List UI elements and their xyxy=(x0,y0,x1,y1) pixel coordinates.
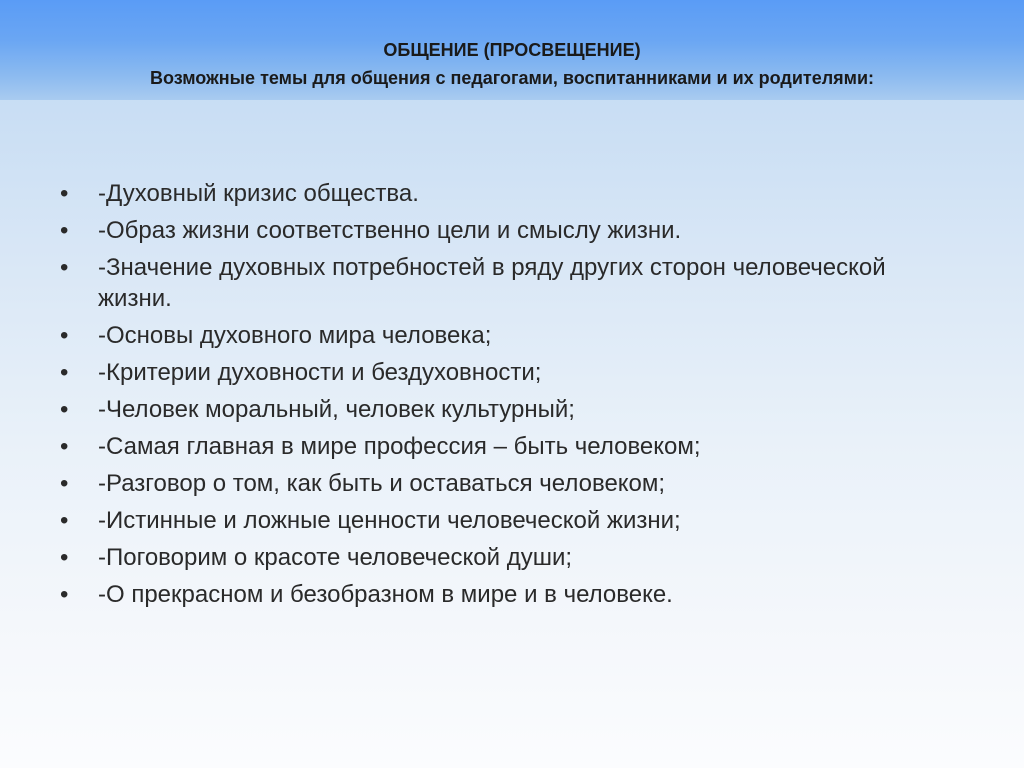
topic-text: -О прекрасном и безобразном в мире и в человеке. xyxy=(98,581,673,608)
topic-item xyxy=(56,252,916,314)
bullet-icon: • xyxy=(60,359,69,386)
topic-text: -Значение духовных потребностей в ряду других сторон человеческой жизни. xyxy=(98,254,886,312)
bullet-icon: • xyxy=(60,396,69,423)
bullet-icon: • xyxy=(60,217,69,244)
topic-item xyxy=(56,431,916,462)
topic-item xyxy=(56,542,916,573)
topic-text: -Истинные и ложные ценности человеческой жизни; xyxy=(98,507,681,534)
bullet-icon: • xyxy=(60,433,69,460)
slide-subtitle: Возможные темы для общения с педагогами, воспитанниками и их родителями: xyxy=(149,68,875,88)
bullet-icon: • xyxy=(60,507,69,534)
topic-item xyxy=(56,178,916,209)
topic-item xyxy=(56,357,916,388)
topics-list xyxy=(56,178,916,616)
topic-item xyxy=(56,579,916,610)
topic-item xyxy=(56,320,916,351)
topic-text: -Разговор о том, как быть и оставаться человеком; xyxy=(98,470,666,497)
topic-text: -Самая главная в мире профессия – быть человеком; xyxy=(98,433,701,460)
bullet-icon: • xyxy=(60,254,69,281)
topic-text: -Образ жизни соответственно цели и смыслу жизни. xyxy=(98,217,682,244)
topic-item xyxy=(56,505,916,536)
topic-text: -Человек моральный, человек культурный; xyxy=(98,396,575,423)
topic-text: -Поговорим о красоте человеческой души; xyxy=(98,544,573,571)
topic-text: -Критерии духовности и бездуховности; xyxy=(98,359,542,386)
slide-title: ОБЩЕНИЕ (ПРОСВЕЩЕНИЕ) xyxy=(383,40,641,60)
topic-text: -Основы духовного мира человека; xyxy=(98,322,492,349)
bullet-icon: • xyxy=(60,180,69,207)
slide-title-block xyxy=(0,36,1024,92)
topic-text: -Духовный кризис общества. xyxy=(98,180,419,207)
topic-item xyxy=(56,468,916,499)
bullet-icon: • xyxy=(60,322,69,349)
bullet-icon: • xyxy=(60,581,69,608)
topic-item xyxy=(56,215,916,246)
bullet-icon: • xyxy=(60,470,69,497)
bullet-icon: • xyxy=(60,544,69,571)
topic-item xyxy=(56,394,916,425)
